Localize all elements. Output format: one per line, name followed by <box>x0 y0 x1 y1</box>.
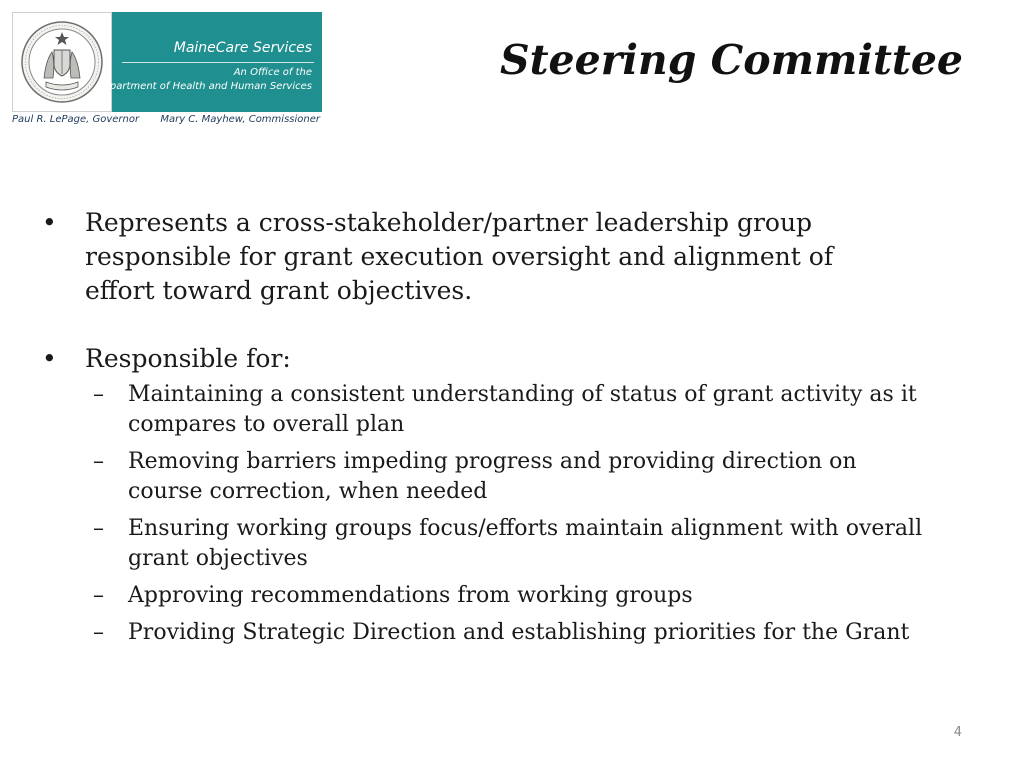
logo-captions <box>12 114 322 125</box>
sub-bullet-text: Approving recommendations from working groups <box>128 583 693 608</box>
sub-bullet-marker: – <box>93 382 104 407</box>
logo-org-name: MaineCare Services <box>173 40 312 56</box>
sub-bullet-text: Maintaining a consistent understanding of status of grant activity as it compares to overall plan <box>128 382 917 437</box>
sub-bullet-item <box>93 447 970 507</box>
logo-subtitle-line2: Department of Health and Human Services <box>96 81 312 92</box>
sub-bullet-item <box>93 618 970 648</box>
sub-bullet-marker: – <box>93 620 104 645</box>
sub-bullet-list <box>40 380 970 648</box>
slide-body <box>40 206 970 655</box>
logo-subtitle-line1: An Office of the <box>233 67 312 78</box>
sub-bullet-text: Ensuring working groups focus/efforts maintain alignment with overall grant objectives <box>128 516 923 571</box>
logo-teal-panel <box>96 12 322 112</box>
maine-state-seal-icon <box>20 20 104 104</box>
sub-bullet-marker: – <box>93 449 104 474</box>
page-number: 4 <box>953 725 962 740</box>
sub-bullet-marker: – <box>93 516 104 541</box>
sub-bullet-item <box>93 581 970 611</box>
logo-governor-caption: Paul R. LePage, Governor <box>12 114 140 125</box>
mainecare-logo <box>12 12 322 128</box>
logo-divider <box>122 62 314 63</box>
bullet-marker: • <box>42 344 57 373</box>
sub-bullet-item <box>93 514 970 574</box>
bullet-text: Represents a cross-stakeholder/partner leadership group responsible for grant execution oversight and alignment of effort toward grant objectives. <box>85 208 834 305</box>
bullet-text: Responsible for: <box>85 344 291 373</box>
sub-bullet-text: Removing barriers impeding progress and providing direction on course correction, when needed <box>128 449 857 504</box>
logo-banner <box>12 12 322 112</box>
logo-commissioner-caption: Mary C. Mayhew, Commissioner <box>160 114 320 125</box>
seal-panel <box>12 12 112 112</box>
slide-title: Steering Committee <box>500 36 964 84</box>
sub-bullet-text: Providing Strategic Direction and establishing priorities for the Grant <box>128 620 910 645</box>
bullet-marker: • <box>42 208 57 237</box>
bullet-item <box>40 342 970 376</box>
sub-bullet-item <box>93 380 970 440</box>
bullet-item <box>40 206 970 308</box>
sub-bullet-marker: – <box>93 583 104 608</box>
